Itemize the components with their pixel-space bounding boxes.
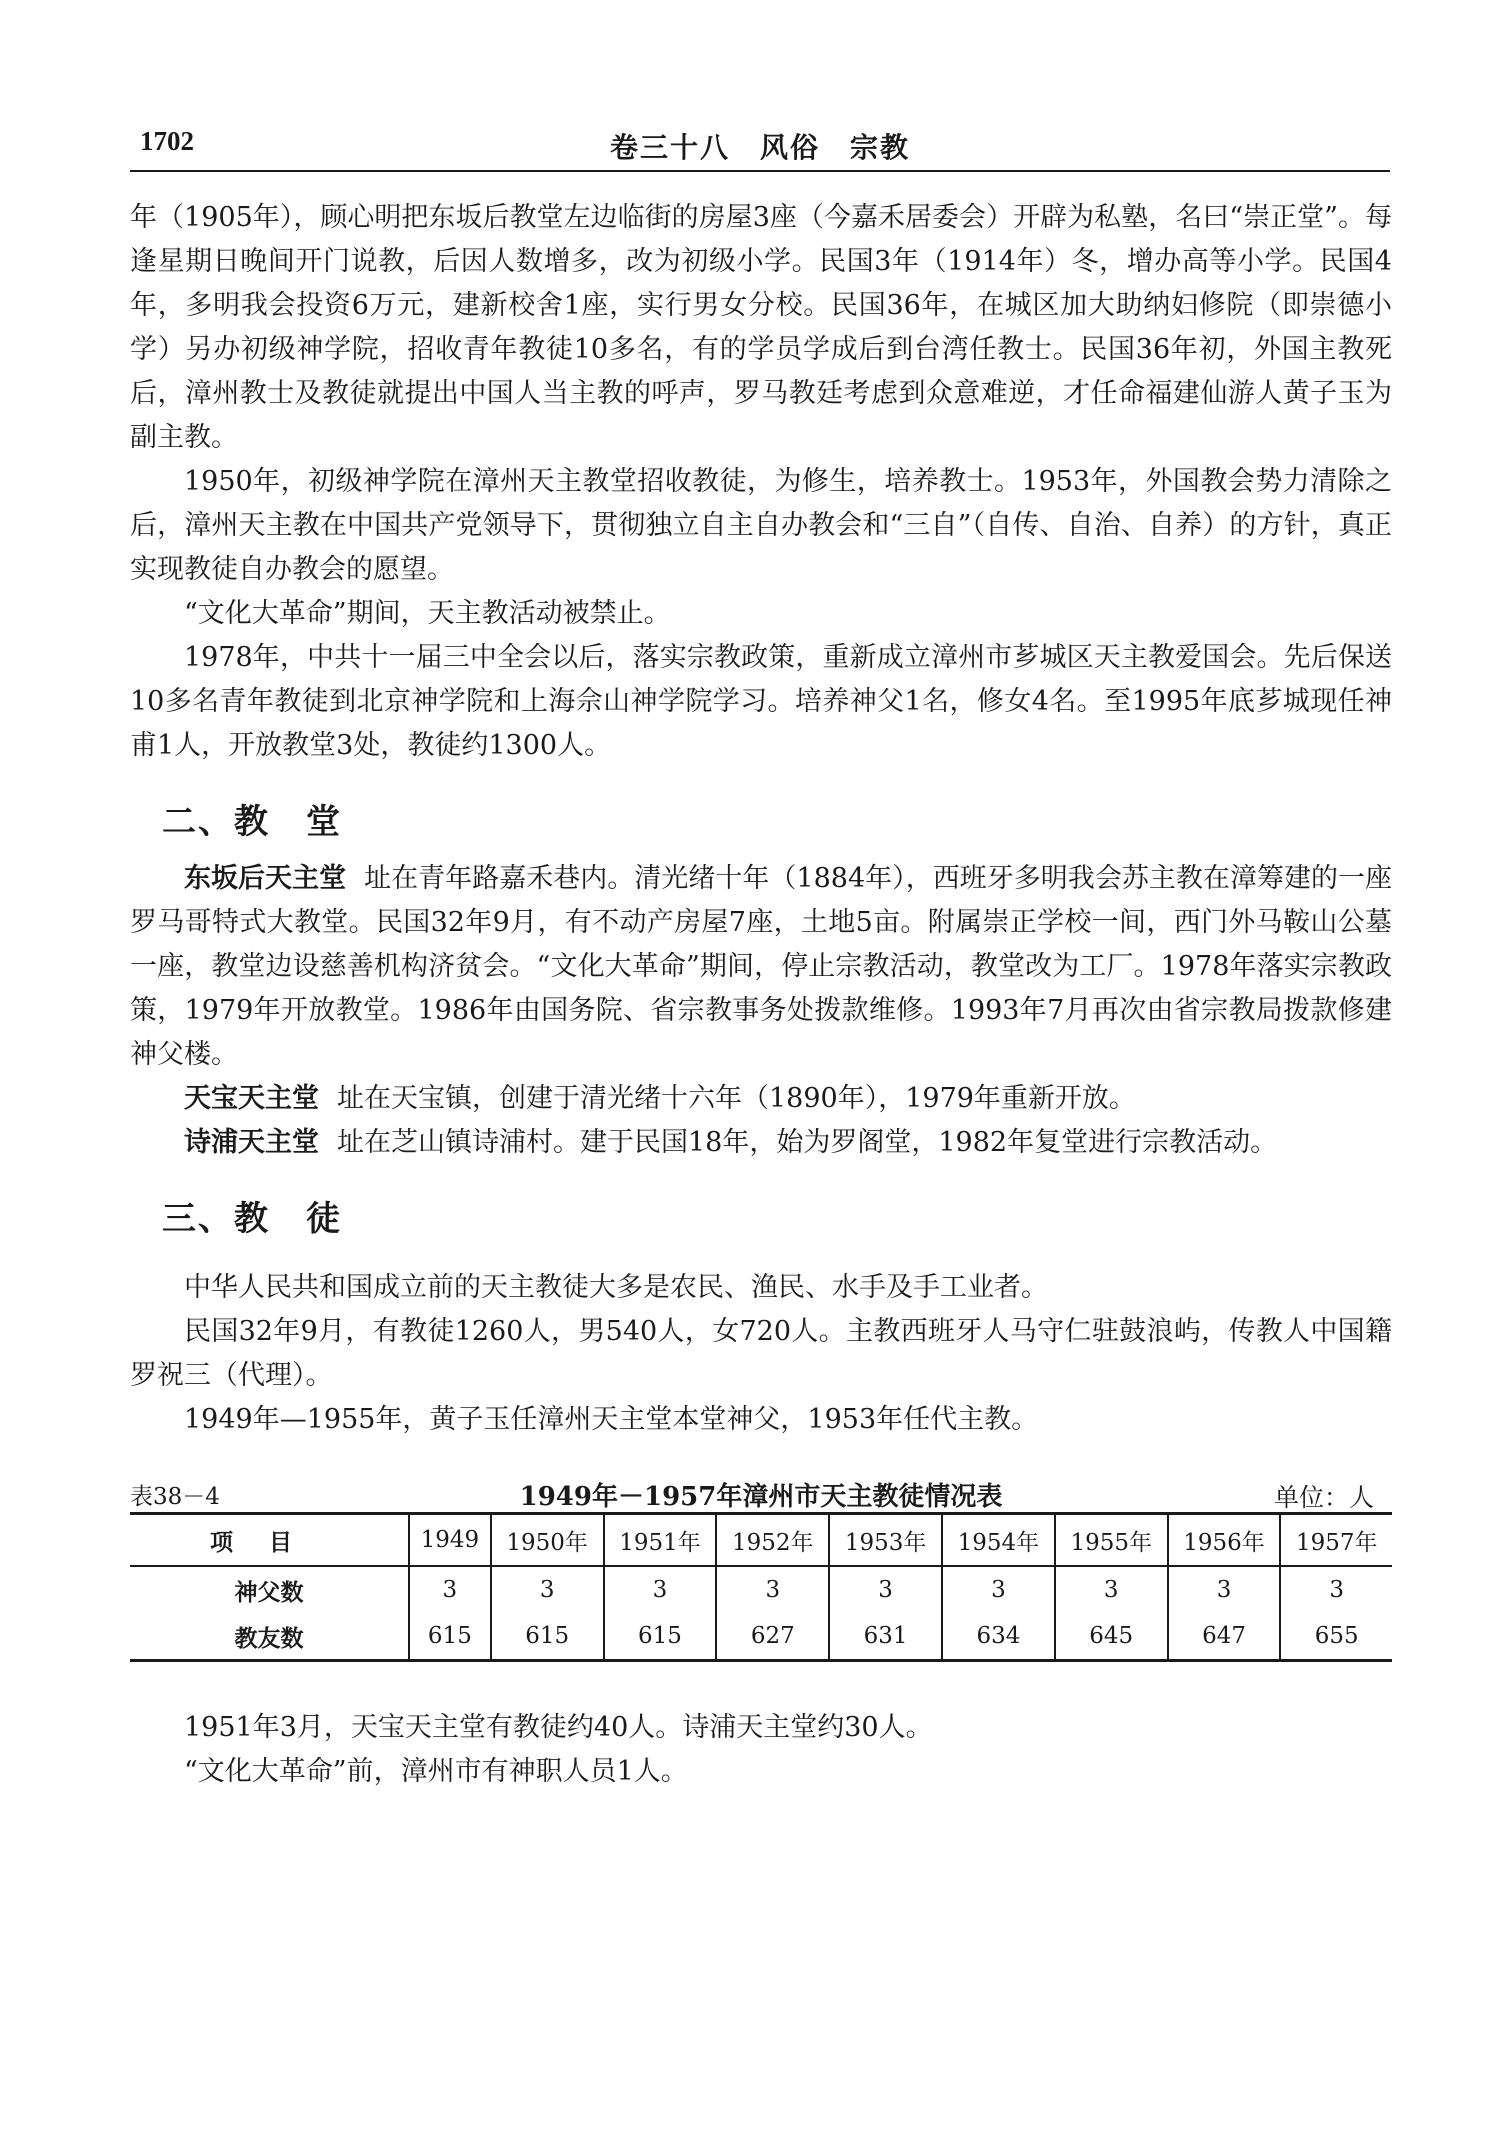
table-row bbox=[130, 1566, 1392, 1613]
table-cell: 615 bbox=[604, 1613, 717, 1661]
chapter-title: 卷三十八 风俗 宗教 bbox=[609, 131, 910, 164]
row-label: 教友数 bbox=[234, 1624, 304, 1652]
table-cell: 3 bbox=[716, 1566, 829, 1613]
table-title: 1949年－1957年漳州市天主教徒情况表 bbox=[519, 1482, 1003, 1512]
church-description: 址在青年路嘉禾巷内。清光绪十年（1884年），西班牙多明我会苏主教在漳筹建的一座罗马哥特式大教堂。民国32年9月，有不动产房屋7座，土地5亩。附属崇正学校一间，西门外马鞍山公墓一座，教堂边设慈善机构济贫会。“文化大革命”期间，停止宗教活动，教堂改为工厂。1978年落实宗教政策，1979年开放教堂。1986年由国务院、省宗教事务处拨款维修。1993年7月再次由省宗教局拨款修建神父楼。 bbox=[130, 863, 1393, 1070]
row-label: 神父数 bbox=[234, 1578, 304, 1606]
paragraph: 1951年3月，天宝天主堂有教徒约40人。诗浦天主堂约30人。 bbox=[184, 1712, 933, 1743]
paragraph: “文化大革命”期间，天主教活动被禁止。 bbox=[184, 598, 671, 629]
paragraph: 1949年—1955年，黄子玉任漳州天主堂本堂神父，1953年任代主教。 bbox=[184, 1404, 1039, 1435]
column-header: 1954年 bbox=[942, 1514, 1055, 1567]
table-cell: 3 bbox=[829, 1566, 942, 1613]
section-heading-believers: 三、教 徒 bbox=[162, 1199, 342, 1239]
table-header-row bbox=[130, 1514, 1392, 1567]
paragraph: “文化大革命”前，漳州市有神职人员1人。 bbox=[184, 1756, 688, 1787]
table-cell: 615 bbox=[409, 1613, 491, 1661]
table-caption bbox=[130, 1472, 1392, 1512]
column-header: 1951年 bbox=[604, 1514, 717, 1567]
table-cell: 647 bbox=[1168, 1613, 1281, 1661]
paragraph: 1978年，中共十一届三中全会以后，落实宗教政策，重新成立漳州市芗城区天主教爱国会。先后保送10多名青年教徒到北京神学院和上海佘山神学院学习。培养神父1名，修女4名。至1995年底芗城现任神甫1人，开放教堂3处，教徒约1300人。 bbox=[130, 642, 1392, 761]
church-name: 东坂后天主堂 bbox=[184, 863, 347, 894]
table-cell: 3 bbox=[942, 1566, 1055, 1613]
table-cell: 627 bbox=[716, 1613, 829, 1661]
table-row bbox=[130, 1613, 1392, 1661]
table-cell: 3 bbox=[491, 1566, 604, 1613]
table-cell: 3 bbox=[604, 1566, 717, 1613]
statistics-table bbox=[130, 1512, 1392, 1662]
table-cell: 3 bbox=[1168, 1566, 1281, 1613]
table-cell: 3 bbox=[1055, 1566, 1168, 1613]
column-header: 1955年 bbox=[1055, 1514, 1168, 1567]
table-cell: 645 bbox=[1055, 1613, 1168, 1661]
running-header bbox=[130, 118, 1390, 172]
church-entry bbox=[130, 857, 1392, 1077]
column-header: 1950年 bbox=[491, 1514, 604, 1567]
church-name: 诗浦天主堂 bbox=[184, 1127, 319, 1158]
table-header-label: 项目 bbox=[130, 1514, 409, 1567]
table-cell: 634 bbox=[942, 1613, 1055, 1661]
church-name: 天宝天主堂 bbox=[184, 1083, 319, 1114]
church-description: 址在芝山镇诗浦村。建于民国18年，始为罗阁堂，1982年复堂进行宗教活动。 bbox=[337, 1127, 1278, 1158]
body-text bbox=[130, 196, 1392, 1794]
column-header: 1949 bbox=[409, 1514, 491, 1567]
table-cell: 3 bbox=[1280, 1566, 1392, 1613]
section-heading-churches: 二、教 堂 bbox=[162, 802, 342, 842]
paragraph: 年（1905年），顾心明把东坂后教堂左边临街的房屋3座（今嘉禾居委会）开辟为私塾，名曰“崇正堂”。每逢星期日晚间开门说教，后因人数增多，改为初级小学。民国3年（1914年）冬，增办高等小学。民国4年，多明我会投资6万元，建新校舍1座，实行男女分校。民国36年，在城区加大助纳妇修院（即崇德小学）另办初级神学院，招收青年教徒10多名，有的学员学成后到台湾任教士。民国36年初，外国主教死后，漳州教士及教徒就提出中国人当主教的呼声，罗马教廷考虑到众意难逆，才任命福建仙游人黄子玉为副主教。 bbox=[130, 202, 1392, 453]
column-header: 1956年 bbox=[1168, 1514, 1281, 1567]
paragraph: 1950年，初级神学院在漳州天主教堂招收教徒，为修生，培养教士。1953年，外国教会势力清除之后，漳州天主教在中国共产党领导下，贯彻独立自主自办教会和“三自”（自传、自治、自养）的方针，真正实现教徒自办教会的愿望。 bbox=[130, 466, 1392, 585]
table-cell: 631 bbox=[829, 1613, 942, 1661]
table-unit: 单位：人 bbox=[1273, 1483, 1374, 1512]
table-cell: 615 bbox=[491, 1613, 604, 1661]
paragraph: 中华人民共和国成立前的天主教徒大多是农民、渔民、水手及手工业者。 bbox=[184, 1272, 1048, 1303]
column-header: 1952年 bbox=[716, 1514, 829, 1567]
page-number: 1702 bbox=[140, 126, 194, 156]
church-entry bbox=[130, 1077, 1392, 1121]
church-entry bbox=[130, 1121, 1392, 1165]
column-header: 1957年 bbox=[1280, 1514, 1392, 1567]
paragraph: 民国32年9月，有教徒1260人，男540人，女720人。主教西班牙人马守仁驻鼓浪屿，传教人中国籍罗祝三（代理）。 bbox=[130, 1316, 1392, 1391]
table-cell: 3 bbox=[409, 1566, 491, 1613]
table-cell: 655 bbox=[1280, 1613, 1392, 1661]
column-header: 1953年 bbox=[829, 1514, 942, 1567]
table-number: 表38－4 bbox=[130, 1484, 220, 1510]
church-description: 址在天宝镇，创建于清光绪十六年（1890年），1979年重新开放。 bbox=[337, 1083, 1136, 1114]
